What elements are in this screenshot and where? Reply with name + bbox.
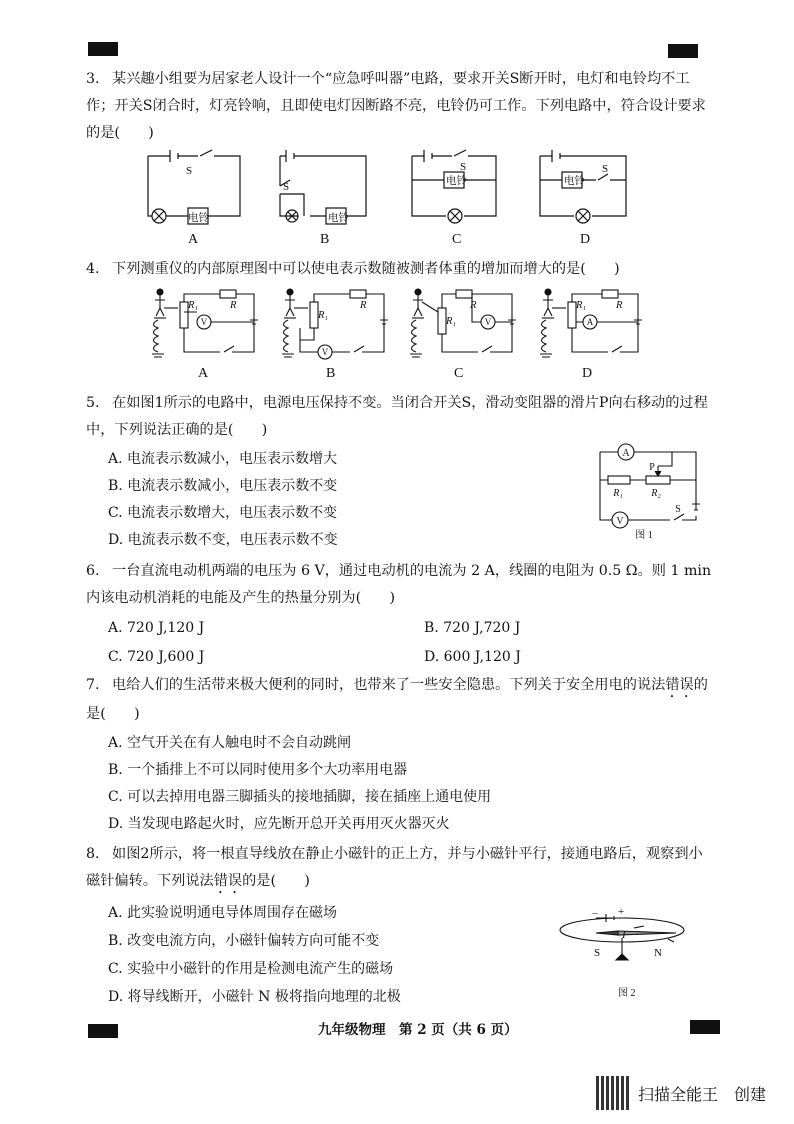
q8-option-a: A. 此实验说明通电导体周围存在磁场 xyxy=(108,905,338,921)
corner-mark-top-right xyxy=(668,44,698,58)
fig1-s: S xyxy=(675,504,681,515)
question-6 xyxy=(86,558,714,612)
bell-label-b: 电铃 xyxy=(328,213,349,224)
bell-label-a: 电铃 xyxy=(188,213,209,224)
question-text-before: 电给人们的生活带来极大便利的同时，也带来了一些安全隐患。下列关于安全用电的说法 xyxy=(112,677,666,693)
r-label-a: R xyxy=(230,300,237,311)
q3-option-a: A xyxy=(188,232,199,247)
r1-label-a: R₁ xyxy=(188,300,199,311)
switch-label-d: S xyxy=(602,163,609,175)
question-number: 4. xyxy=(86,261,100,277)
q5-option-a: A. 电流表示数减小，电压表示数增大 xyxy=(108,451,338,467)
r1-label-c: R₁ xyxy=(446,316,457,327)
q4-option-d: D xyxy=(582,366,593,381)
figure-2-oersted xyxy=(556,904,692,1000)
meter-label-b: V xyxy=(321,347,329,357)
fig2-south: S xyxy=(594,947,601,959)
figure-1-circuit xyxy=(596,440,706,540)
fig1-caption: 图 1 xyxy=(635,530,653,541)
switch-label-b: S xyxy=(283,181,290,193)
fig1-ammeter: A xyxy=(622,448,630,459)
q5-option-c: C. 电流表示数增大，电压表示数不变 xyxy=(108,505,338,521)
r1-label-b: R₁ xyxy=(318,310,329,321)
switch-label-a: S xyxy=(186,165,193,177)
r1-label-d: R₁ xyxy=(576,300,587,311)
q4-weighing-circuits xyxy=(150,288,640,364)
q3-option-b: B xyxy=(320,232,330,247)
fig2-minus: − xyxy=(592,908,599,920)
emphasis-text: 错误 xyxy=(213,873,243,889)
q7-option-c: C. 可以去掉用电器三脚插头的接地插脚，接在插座上通电使用 xyxy=(108,789,492,805)
circuit-b xyxy=(280,150,366,224)
fig1-p: P xyxy=(649,462,655,473)
qr-code xyxy=(596,1076,630,1110)
corner-mark-top-left xyxy=(88,42,118,56)
question-8 xyxy=(86,841,714,897)
q5-option-d: D. 电流表示数不变，电压表示数不变 xyxy=(108,532,338,548)
q7-option-b: B. 一个插排上不可以同时使用多个大功率用电器 xyxy=(108,762,408,778)
emphasis-text: 错误 xyxy=(665,677,694,693)
q3-option-c: C xyxy=(452,232,462,247)
question-text-after: 的是( ) xyxy=(86,677,708,722)
q6-option-c: C. 720 J,600 J xyxy=(108,649,205,665)
question-text-before: 如图2所示，将一根直导线放在静止小磁针的正上方，并与小磁针平行，接通电路后，观察到小磁针偏转。下列说法 xyxy=(86,846,703,889)
corner-mark-bottom-left xyxy=(88,1024,118,1038)
bell-label-d: 电铃 xyxy=(564,176,585,187)
r-label-d: R xyxy=(616,300,623,311)
switch-label-c: S xyxy=(460,161,467,173)
q4-option-c: C xyxy=(454,366,464,381)
question-number: 6. xyxy=(86,563,100,579)
q3-option-d: D xyxy=(580,232,591,247)
question-5 xyxy=(86,390,714,444)
q7-option-d: D. 当发现电路起火时，应先断开总开关再用灭火器灭火 xyxy=(108,816,450,832)
question-number: 8. xyxy=(86,846,100,862)
question-4 xyxy=(86,256,714,283)
q7-option-a: A. 空气开关在有人触电时不会自动跳闸 xyxy=(108,735,352,751)
question-text: 某兴趣小组要为居家老人设计一个“应急呼叫器”电路，要求开关S断开时，电灯和电铃均不工作；开关S闭合时，灯亮铃响，且即使电灯因断路不亮，电铃仍可工作。下列电路中，符合设计要求的是( ) xyxy=(86,71,706,141)
fig2-current: I xyxy=(622,929,626,941)
fig2-north: N xyxy=(654,947,662,959)
question-text-after: 的是( ) xyxy=(242,873,310,889)
question-text: 一台直流电动机两端的电压为 6 V，通过电动机的电流为 2 A，线圈的电阻为 0.5 Ω。则 1 min 内该电动机消耗的电能及产生的热量分别为( ) xyxy=(86,563,712,606)
fig1-r2: R₂ xyxy=(651,488,661,499)
q4-option-a: A xyxy=(198,366,209,381)
q4-option-b: B xyxy=(326,366,336,381)
corner-mark-bottom-right xyxy=(690,1020,720,1034)
question-number: 3. xyxy=(86,71,100,87)
r-label-b: R xyxy=(360,300,367,311)
meter-label-a: V xyxy=(200,317,208,327)
meter-label-d: A xyxy=(586,317,594,327)
q8-option-b: B. 改变电流方向，小磁针偏转方向可能不变 xyxy=(108,933,380,949)
page-footer: 九年级物理 第 2 页（共 6 页） xyxy=(318,1022,518,1038)
q6-option-b: B. 720 J,720 J xyxy=(424,620,521,636)
question-7 xyxy=(86,672,714,728)
question-text: 在如图1所示的电路中，电源电压保持不变。当闭合开关S，滑动变阻器的滑片P向右移动的过程中，下列说法正确的是( ) xyxy=(86,395,708,438)
question-number: 7. xyxy=(86,677,100,693)
fig2-plus: + xyxy=(618,906,625,918)
question-number: 5. xyxy=(86,395,100,411)
q6-option-d: D. 600 J,120 J xyxy=(424,649,521,665)
r-label-c: R xyxy=(470,300,477,311)
fig2-caption: 图 2 xyxy=(618,988,636,999)
q8-option-d: D. 将导线断开，小磁针 N 极将指向地理的北极 xyxy=(108,989,401,1005)
fig1-voltmeter: V xyxy=(616,516,624,527)
q6-option-a: A. 720 J,120 J xyxy=(108,620,205,636)
bell-label-c: 电铃 xyxy=(446,176,467,187)
q8-option-c: C. 实验中小磁针的作用是检测电流产生的磁场 xyxy=(108,961,394,977)
meter-label-c: V xyxy=(484,317,492,327)
question-3 xyxy=(86,66,714,147)
fig1-r1: R₁ xyxy=(613,488,623,499)
q5-option-b: B. 电流表示数减小，电压表示数不变 xyxy=(108,478,338,494)
scanner-watermark: 扫描全能王 创建 xyxy=(638,1085,767,1104)
question-text: 下列测重仪的内部原理图中可以使电表示数随被测者体重的增加而增大的是( ) xyxy=(112,261,620,277)
